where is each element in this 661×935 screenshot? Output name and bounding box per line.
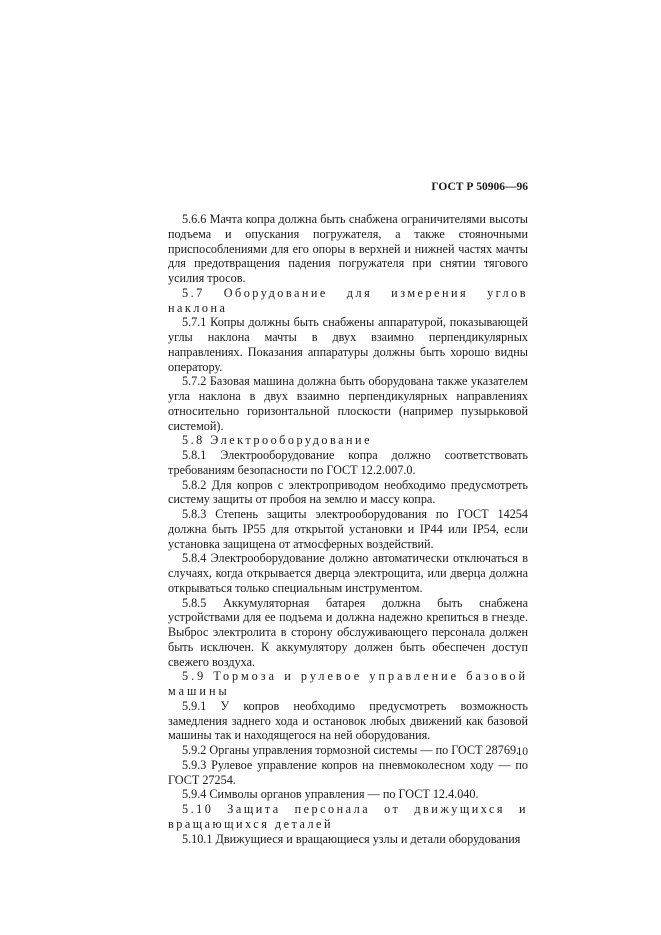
- section-heading-5-10: 5.10 Защита персонала от движущихся и вращающихся деталей: [168, 802, 528, 831]
- paragraph-5-8-1: 5.8.1 Электрооборудование копра должно соответствовать требованиям безопасности по ГОСТ 12.2.007.0.: [168, 448, 528, 477]
- page-number: 10: [516, 746, 528, 758]
- section-heading-5-8: 5.8 Электрооборудование: [182, 433, 372, 448]
- section-heading-5-9: 5.9 Тормоза и рулевое управление базовой машины: [168, 669, 528, 698]
- paragraph-5-10-1: 5.10.1 Движущиеся и вращающиеся узлы и детали оборудования: [182, 831, 521, 846]
- document-code-header: ГОСТ Р 50906—96: [431, 181, 528, 193]
- section-heading-5-7: 5.7 Оборудование для измерения углов наклона: [168, 285, 528, 315]
- paragraph-5-9-1: 5.9.1 У копров необходимо предусмотреть возможность замедления заднего хода и остановок любых движений как базовой машины так и находящегося на ней оборудования.: [168, 698, 528, 743]
- paragraph-5-9-3: 5.9.3 Рулевое управление копров на пневмоколесном ходу — по ГОСТ 27254.: [168, 757, 528, 787]
- paragraph-5-8-3: 5.8.3 Степень защиты электрооборудования по ГОСТ 14254 должна быть IP55 для открытой установки и IP44 или IP54, если установка защищена от атмосферных воздействий.: [168, 507, 528, 551]
- paragraph-5-7-2: 5.7.2 Базовая машина должна быть оборудована также указателем угла наклона в двух взаимно перпендикулярных направлениях относительно горизонтальной плоскости (например пузырьковой системой).: [168, 374, 528, 433]
- paragraph-5-9-4: 5.9.4 Символы органов управления — по ГОСТ 12.4.040.: [182, 787, 479, 802]
- paragraph-5-6-6: 5.6.6 Мачта копра должна быть снабжена ограничителями высоты подъема и опускания погружателя, а также стояночными приспособлениями для его опоры в верхней и нижней частях мачты для предотвращения падения погружателя при снятии тягового усилия тросов.: [168, 212, 528, 285]
- paragraph-5-7-1: 5.7.1 Копры должны быть снабжены аппаратурой, показывающей углы наклона мачты в двух взаимно перпендикулярных направлениях. Показания аппаратуры должны быть хорошо видны оператору.: [168, 315, 528, 374]
- paragraph-5-8-4: 5.8.4 Электрооборудование должно автоматически отключаться в случаях, когда открывается дверца электрощита, или дверца должна открываться только специальным инструментом.: [168, 551, 528, 595]
- paragraph-5-8-2: 5.8.2 Для копров с электроприводом необходимо предусмотреть систему защиты от пробоя на землю и массу копра.: [168, 477, 528, 507]
- paragraph-5-8-5: 5.8.5 Аккумуляторная батарея должна быть снабжена устройствами для ее подъема и должна надежно крепиться в гнезде. Выброс электролита в сторону обслуживающего персонала должен быть исключен. К аккумулятору должен быть обеспечен доступ свежего воздуха.: [168, 595, 528, 669]
- paragraph-5-9-2: 5.9.2 Органы управления тормозной системы — по ГОСТ 28769.: [182, 743, 520, 757]
